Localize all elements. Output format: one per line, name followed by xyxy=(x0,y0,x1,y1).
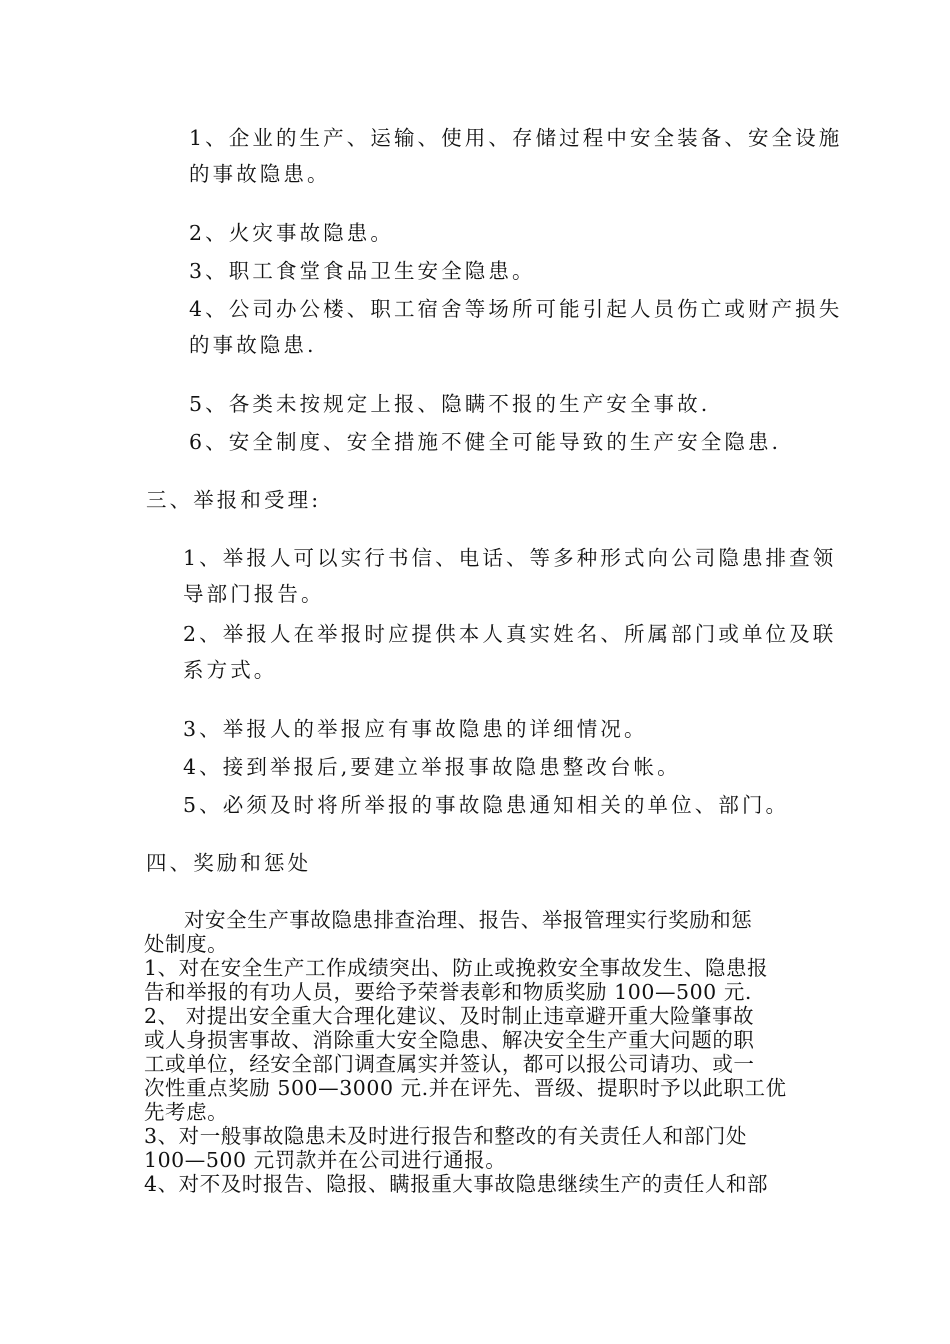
reward-intro-line-1: 对安全生产事故隐患排查治理、报告、举报管理实行奖励和惩 xyxy=(184,908,753,932)
reward-item-2-line-1: 2、 对提出安全重大合理化建议、及时制止违章避开重大险肇事故 xyxy=(144,1004,755,1028)
report-item-4: 4、接到举报后,要建立举报事故隐患整改台帐。 xyxy=(183,755,681,779)
hazard-item-4-line-1: 4、公司办公楼、职工宿舍等场所可能引起人员伤亡或财产损失 xyxy=(189,297,843,321)
hazard-item-6: 6、安全制度、安全措施不健全可能导致的生产安全隐患. xyxy=(189,430,782,454)
hazard-item-1-line-1: 1、企业的生产、运输、使用、存储过程中安全装备、安全设施 xyxy=(189,126,843,150)
hazard-item-4-line-2: 的事故隐患. xyxy=(189,333,317,357)
reward-item-1-line-1: 1、对在安全生产工作成绩突出、防止或挽救安全事故发生、隐患报 xyxy=(144,956,769,980)
report-item-1-line-1: 1、举报人可以实行书信、电话、等多种形式向公司隐患排查领 xyxy=(183,546,837,570)
reward-item-1-line-2: 告和举报的有功人员，要给予荣誉表彰和物质奖励 100—500 元. xyxy=(144,980,752,1004)
hazard-item-1-line-2: 的事故隐患。 xyxy=(189,162,331,186)
reward-item-3-line-2: 100—500 元罚款并在公司进行通报。 xyxy=(144,1148,507,1172)
report-item-5: 5、必须及时将所举报的事故隐患通知相关的单位、部门。 xyxy=(183,793,790,817)
hazard-item-2: 2、火灾事故隐患。 xyxy=(189,221,394,245)
reward-item-2-line-5: 先考虑。 xyxy=(144,1100,229,1124)
reward-item-2-line-4: 次性重点奖励 500—3000 元.并在评先、晋级、提职时予以此职工优 xyxy=(144,1076,787,1100)
hazard-item-5: 5、各类未按规定上报、隐瞒不报的生产安全事故. xyxy=(189,392,711,416)
reward-item-2-line-2: 或人身损害事故、消除重大安全隐患、解决安全生产重大问题的职 xyxy=(144,1028,755,1052)
hazard-item-3: 3、职工食堂食品卫生安全隐患。 xyxy=(189,259,536,283)
reward-item-3-line-1: 3、对一般事故隐患未及时进行报告和整改的有关责任人和部门处 xyxy=(144,1124,747,1148)
report-item-2-line-1: 2、举报人在举报时应提供本人真实姓名、所属部门或单位及联 xyxy=(183,622,837,646)
report-item-3: 3、举报人的举报应有事故隐患的详细情况。 xyxy=(183,717,648,741)
reward-intro-line-2: 处制度。 xyxy=(144,932,229,956)
reward-item-4-line-1: 4、对不及时报告、隐报、瞒报重大事故隐患继续生产的责任人和部 xyxy=(144,1172,769,1196)
report-item-2-line-2: 系方式。 xyxy=(183,658,278,682)
reward-item-2-line-3: 工或单位，经安全部门调查属实并签认，都可以报公司请功、或一 xyxy=(144,1052,755,1076)
report-item-1-line-2: 导部门报告。 xyxy=(183,582,325,606)
section-heading-report: 三、举报和受理: xyxy=(146,488,322,512)
section-heading-reward: 四、奖励和惩处 xyxy=(146,851,312,875)
